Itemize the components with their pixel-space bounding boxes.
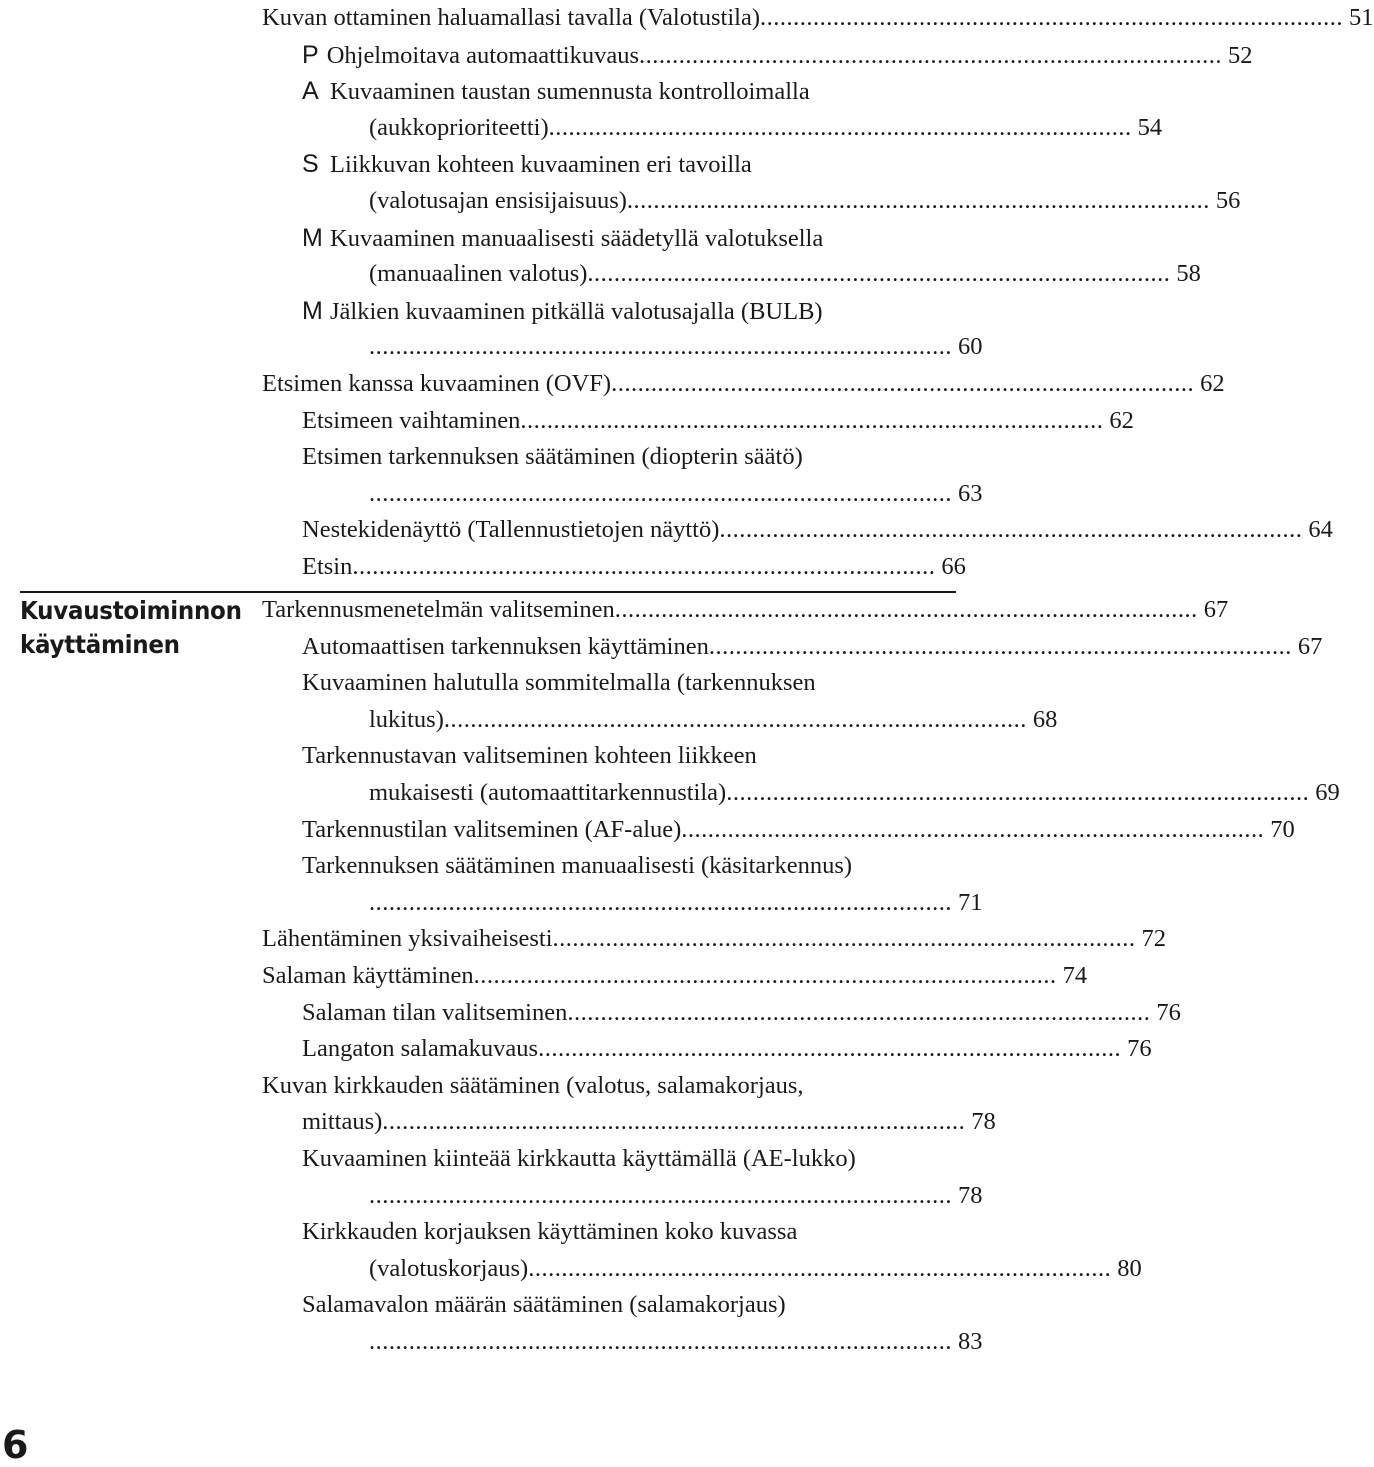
toc-entry-continuation[interactable] (262, 1178, 983, 1215)
page-ref: 56 (1215, 186, 1241, 214)
page-ref: 62 (1109, 406, 1134, 434)
page-ref: 67 (1297, 632, 1323, 660)
mode-a-icon: A (302, 77, 319, 106)
page-ref: 54 (1137, 113, 1163, 141)
toc-entry[interactable]: Kuvaaminen halutulla sommitelmalla (tarkennuksen (302, 669, 816, 697)
toc-entry[interactable]: Etsimen tarkennuksen säätäminen (diopterin säätö) (302, 443, 803, 471)
toc-entry-continuation[interactable] (262, 476, 983, 513)
page-ref: 69 (1315, 778, 1340, 806)
leader-dots: ........................................................................................ (443, 705, 1027, 733)
toc-entry-continuation[interactable]: (valotuskorjaus) ........................................................................................ 80 (262, 1251, 955, 1288)
toc-block-focus-flash (262, 592, 1340, 1360)
toc-entry[interactable]: M Kuvaaminen manuaalisesti säädetyllä valotuksella (262, 220, 955, 257)
mode-m-icon: M (302, 296, 323, 325)
toc-entry-continuation[interactable]: lukitus) ........................................................................................ 68 (262, 702, 955, 739)
toc-entry-continuation[interactable] (262, 885, 983, 922)
toc-entry-continuation[interactable]: (aukkoprioriteetti) ........................................................................................ 54 (262, 110, 955, 147)
toc-entry-continuation[interactable]: (valotusajan ensisijaisuus) ........................................................................................ 56 (262, 183, 955, 220)
page-ref: 83 (958, 1327, 983, 1355)
leader-dots: ........................................................................................ (638, 41, 1222, 69)
leader-dots: ........................................................................................ (719, 516, 1303, 544)
section-title: Kuvaustoiminnon käyttäminen (20, 596, 242, 659)
leader-dots: ........................................................................................ (520, 406, 1104, 434)
toc-entry-continuation[interactable]: (manuaalinen valotus) ........................................................................................ 58 (262, 256, 955, 293)
toc-entry[interactable]: Tarkennustilan valitseminen (AF-alue) ........................................................................................ 70 (262, 812, 955, 849)
toc-entry[interactable]: P Ohjelmoitava automaattikuvaus ........................................................................................ 52 (262, 37, 955, 74)
page-ref: 72 (1141, 925, 1167, 953)
toc-entry[interactable]: A Kuvaaminen taustan sumennusta kontrolloimalla (262, 73, 955, 110)
toc-entry-continuation[interactable] (262, 1324, 983, 1361)
page-ref: 58 (1176, 260, 1201, 288)
page-ref: 80 (1117, 1254, 1142, 1282)
leader-dots: ........................................................................................ (552, 925, 1136, 953)
toc-entry[interactable]: Etsimen kanssa kuvaaminen (OVF) ........................................................................................ 62 (262, 366, 955, 403)
page-ref: 70 (1270, 815, 1295, 843)
page-ref: 51 (1349, 4, 1374, 31)
leader-dots: ........................................................................................ (369, 1181, 952, 1209)
toc-entry-continuation[interactable]: mukaisesti (automaattitarkennustila) ........................................................................................ 69 (262, 775, 955, 812)
toc-entry-continuation[interactable] (262, 329, 983, 366)
toc-entry[interactable]: Kuvan ottaminen haluamallasi tavalla (Valotustila) ........................................................................................ 51 (262, 0, 955, 37)
page-ref: 74 (1062, 961, 1088, 989)
toc-entry[interactable]: M Jälkien kuvaaminen pitkällä valotusajalla (BULB) (262, 293, 955, 330)
toc-entry[interactable]: Langaton salamakuvaus ........................................................................................ 76 (262, 1031, 955, 1068)
toc-entry[interactable]: Kirkkauden korjauksen käyttäminen koko kuvassa (302, 1218, 798, 1246)
toc-entry[interactable]: Tarkennuksen säätäminen manuaalisesti (käsitarkennus) (302, 852, 853, 880)
leader-dots: ........................................................................................ (369, 333, 952, 361)
page-ref: 64 (1308, 516, 1333, 544)
leader-dots: ........................................................................................ (369, 1327, 952, 1355)
toc-entry[interactable]: Salamavalon määrän säätäminen (salamakorjaus) (302, 1291, 786, 1319)
toc-entry[interactable]: Salaman käyttäminen ........................................................................................ 74 (262, 958, 955, 995)
page-ref: 76 (1156, 998, 1181, 1026)
page-ref: 78 (958, 1181, 983, 1209)
leader-dots: ........................................................................................ (760, 4, 1344, 31)
toc-entry[interactable]: Tarkennusmenetelmän valitseminen ........................................................................................ 67 (262, 592, 955, 629)
page-ref: 62 (1200, 369, 1225, 397)
page-ref: 66 (941, 552, 966, 580)
leader-dots: ........................................................................................ (473, 961, 1057, 989)
toc-entry[interactable]: Kuvan kirkkauden säätäminen (valotus, salamakorjaus, (262, 1071, 804, 1099)
leader-dots: ........................................................................................ (369, 888, 952, 916)
page-ref: 68 (1032, 705, 1058, 733)
toc-entry[interactable]: Tarkennustavan valitseminen kohteen liikkeen (302, 742, 757, 770)
mode-p-icon: P (302, 40, 319, 69)
toc-entry[interactable]: Nestekidenäyttö (Tallennustietojen näyttö) ........................................................................................ 64 (262, 512, 955, 549)
mode-m-icon: M (302, 223, 323, 252)
leader-dots: ........................................................................................ (708, 632, 1292, 660)
page-ref: 71 (958, 888, 983, 916)
page-ref: 52 (1227, 41, 1253, 69)
page-ref: 67 (1203, 596, 1229, 623)
toc-block-exposure (262, 0, 1374, 586)
toc-entry-continuation[interactable]: mittaus) ........................................................................................ 78 (262, 1104, 955, 1141)
toc-entry[interactable]: Salaman tilan valitseminen ........................................................................................ 76 (262, 995, 955, 1032)
leader-dots: ........................................................................................ (528, 1254, 1112, 1282)
leader-dots: ........................................................................................ (614, 596, 1198, 623)
leader-dots: ........................................................................................ (626, 186, 1210, 214)
toc-entry[interactable]: Etsin ........................................................................................ 66 (262, 549, 955, 586)
page-ref: 63 (958, 479, 983, 507)
leader-dots: ........................................................................................ (587, 260, 1171, 288)
leader-dots: ........................................................................................ (382, 1108, 966, 1136)
leader-dots: ........................................................................................ (369, 479, 952, 507)
toc-entry[interactable]: Etsimeen vaihtaminen ........................................................................................ 62 (262, 403, 955, 440)
toc-entry[interactable]: Lähentäminen yksivaiheisesti ........................................................................................ 72 (262, 921, 955, 958)
leader-dots: ........................................................................................ (726, 778, 1310, 806)
toc-entry[interactable]: Kuvaaminen kiinteää kirkkautta käyttämällä (AE-lukko) (302, 1144, 856, 1172)
page-ref: 78 (971, 1108, 996, 1136)
leader-dots: ........................................................................................ (548, 113, 1132, 141)
leader-dots: ........................................................................................ (611, 369, 1195, 397)
page-ref: 60 (958, 333, 983, 361)
mode-s-icon: S (302, 150, 319, 179)
leader-dots: ........................................................................................ (538, 1035, 1122, 1063)
leader-dots: ........................................................................................ (352, 552, 936, 580)
leader-dots: ........................................................................................ (681, 815, 1265, 843)
page-ref: 76 (1127, 1035, 1152, 1063)
page-number: 6 (2, 1423, 29, 1467)
toc-entry[interactable]: Automaattisen tarkennuksen käyttäminen ........................................................................................ 67 (262, 629, 955, 666)
leader-dots: ........................................................................................ (567, 998, 1151, 1026)
toc-entry[interactable]: S Liikkuvan kohteen kuvaaminen eri tavoilla (262, 146, 955, 183)
